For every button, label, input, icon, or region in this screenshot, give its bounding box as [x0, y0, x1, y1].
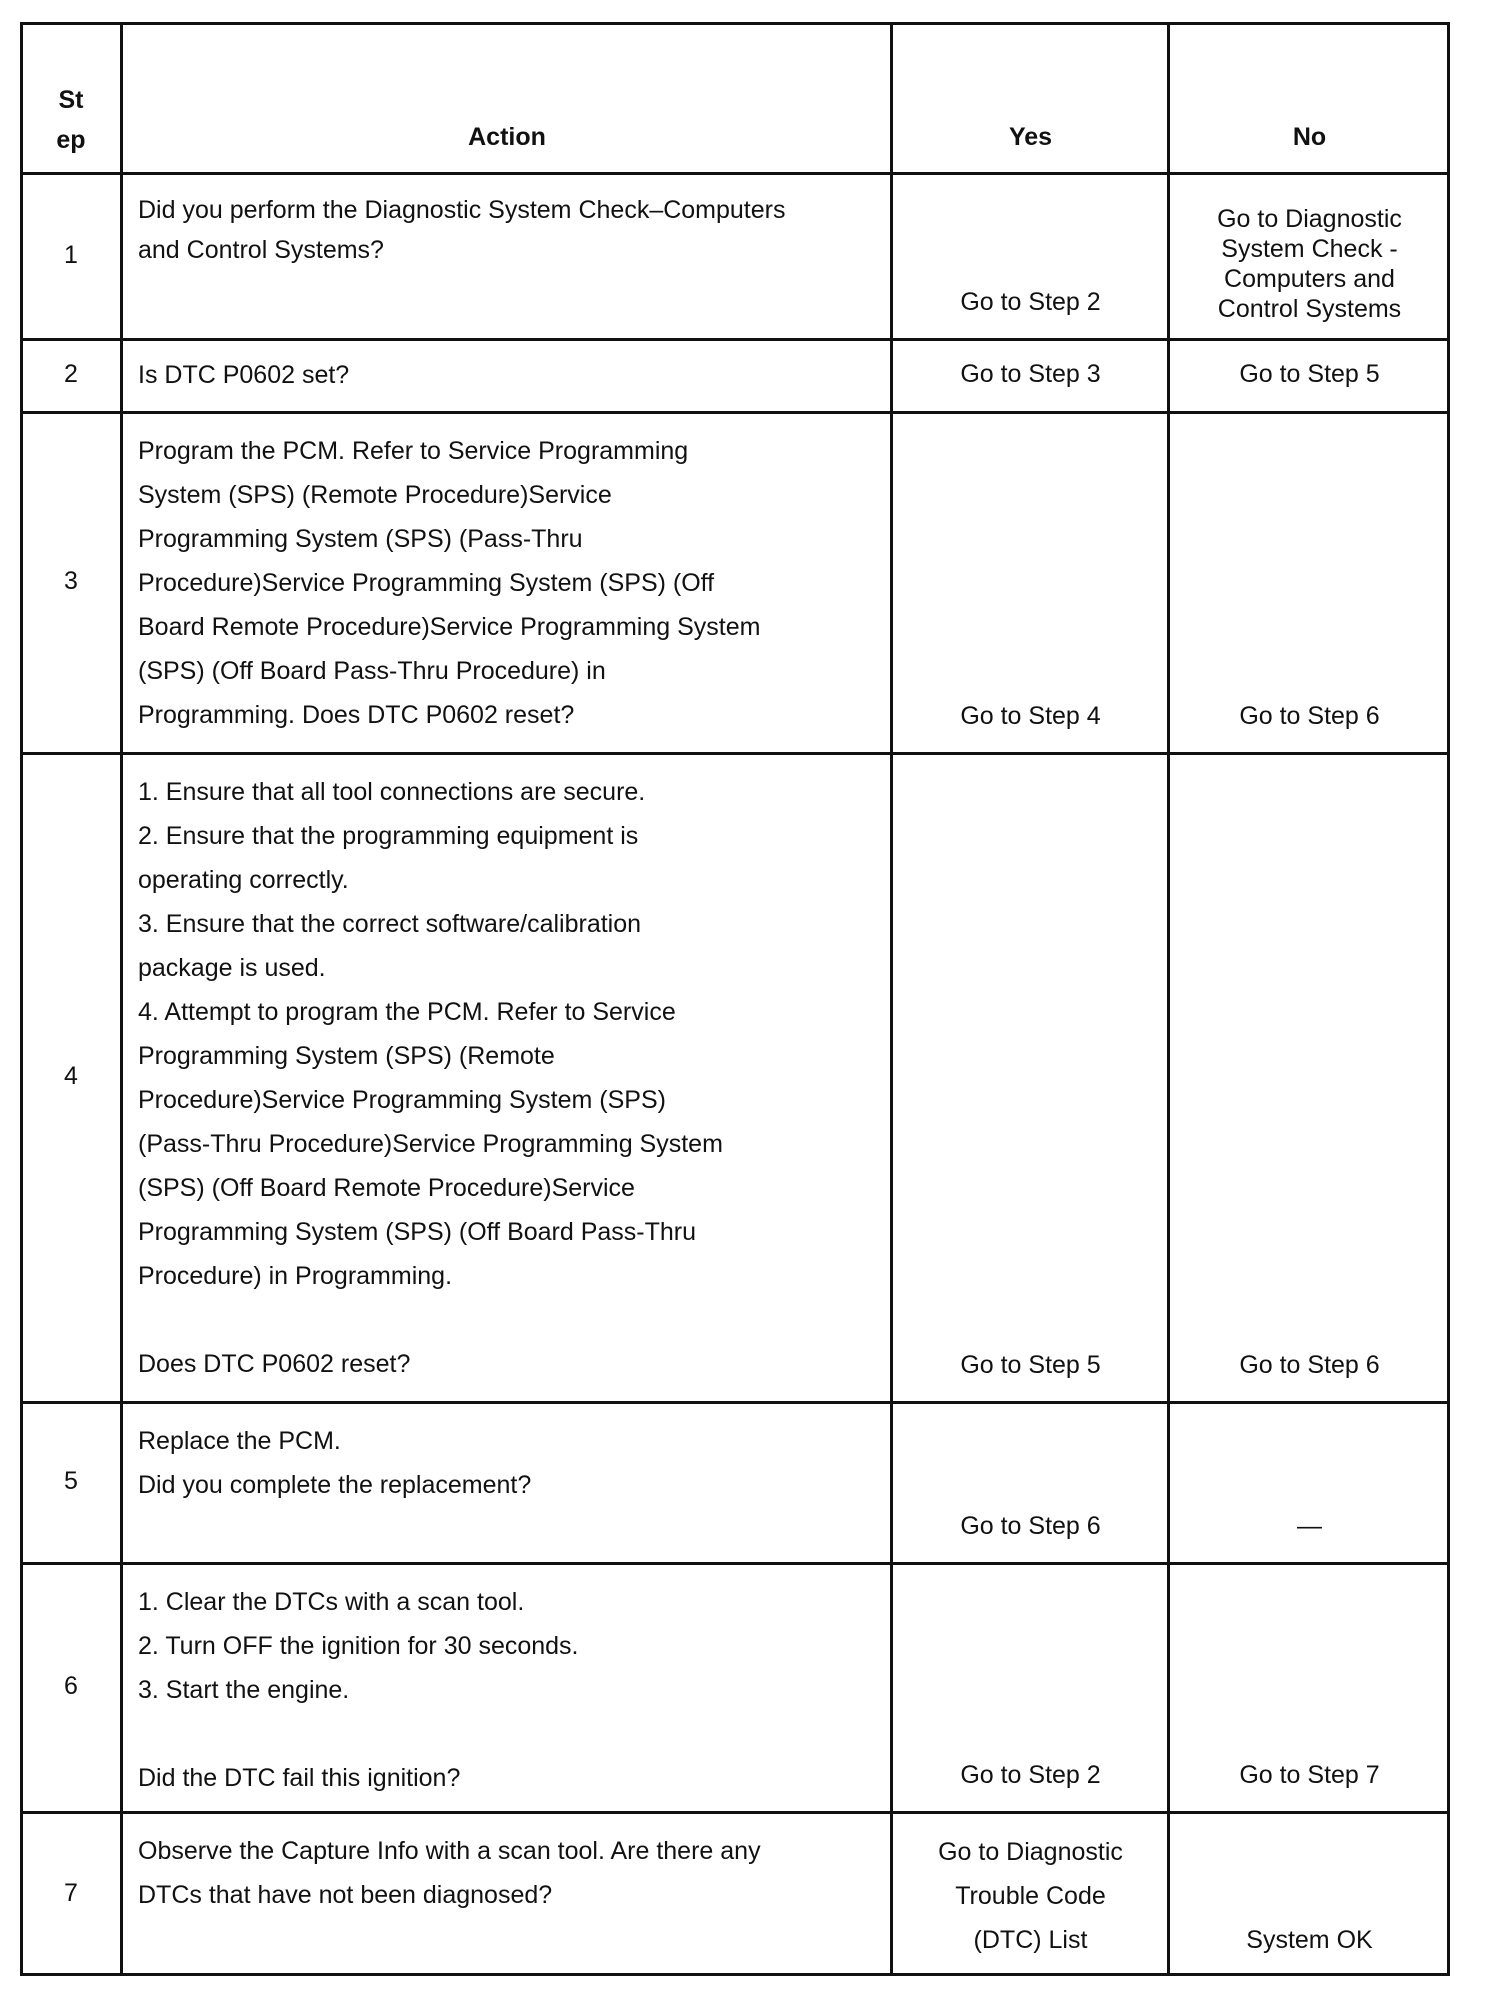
no-result-line: Computers and [1224, 265, 1395, 293]
grid-horizontal-line [20, 1811, 1450, 1814]
yes-result-line: Go to Step 3 [960, 360, 1101, 388]
no-result-line: Go to Step 5 [1239, 360, 1380, 388]
action-line: and Control Systems? [138, 236, 384, 264]
table-grid [20, 22, 1450, 1976]
action-line: Did the DTC fail this ignition? [138, 1764, 461, 1792]
action-line: 2. Turn OFF the ignition for 30 seconds. [138, 1632, 579, 1660]
grid-vertical-line [20, 22, 23, 1976]
action-line: 1. Clear the DTCs with a scan tool. [138, 1588, 525, 1616]
grid-horizontal-line [20, 752, 1450, 755]
header-action: Action [468, 123, 546, 151]
grid-horizontal-line [20, 1973, 1450, 1976]
action-line: Replace the PCM. [138, 1427, 341, 1455]
action-line: Programming System (SPS) (Pass-Thru [138, 525, 583, 553]
action-line: 4. Attempt to program the PCM. Refer to Service [138, 998, 676, 1026]
action-line: 3. Ensure that the correct software/calibration [138, 910, 642, 938]
step-number: 5 [64, 1467, 78, 1495]
action-line: System (SPS) (Remote Procedure)Service [138, 481, 612, 509]
action-line: Is DTC P0602 set? [138, 360, 350, 389]
action-line: Did you complete the replacement? [138, 1471, 532, 1499]
action-line: Programming System (SPS) (Off Board Pass-Thru [138, 1218, 697, 1246]
action-line: Procedure)Service Programming System (SPS) [138, 1086, 666, 1114]
action-line: operating correctly. [138, 866, 349, 894]
action-line: Programming System (SPS) (Remote [138, 1042, 555, 1070]
grid-vertical-line [890, 22, 893, 1976]
grid-horizontal-line [20, 172, 1450, 175]
action-line: Does DTC P0602 reset? [138, 1350, 411, 1378]
step-number: 7 [64, 1879, 78, 1907]
action-line: (SPS) (Off Board Pass-Thru Procedure) in [138, 657, 606, 685]
yes-result-line: Trouble Code [955, 1882, 1106, 1910]
action-line: Procedure) in Programming. [138, 1262, 453, 1290]
yes-result-line: Go to Diagnostic [938, 1838, 1123, 1866]
header-step-line1: St [58, 86, 84, 114]
no-result-line: — [1297, 1512, 1322, 1540]
action-line: (Pass-Thru Procedure)Service Programming System [138, 1130, 723, 1158]
step-number: 6 [64, 1672, 78, 1700]
action-line: 3. Start the engine. [138, 1676, 350, 1704]
action-line: 2. Ensure that the programming equipment is [138, 822, 639, 850]
no-result-line: Control Systems [1217, 295, 1402, 323]
header-no: No [1292, 123, 1327, 151]
step-number: 1 [64, 240, 78, 269]
action-line: Program the PCM. Refer to Service Programming [138, 437, 689, 465]
no-result-line: Go to Step 6 [1239, 1351, 1380, 1379]
yes-result-line: (DTC) List [973, 1926, 1088, 1954]
grid-vertical-line [120, 22, 123, 1976]
action-line: Procedure)Service Programming System (SPS) (Off [138, 569, 715, 597]
step-number: 4 [64, 1062, 78, 1090]
no-result-line: Go to Step 6 [1239, 702, 1380, 730]
no-result-line: Go to Step 7 [1239, 1761, 1380, 1789]
grid-horizontal-line [20, 411, 1450, 414]
action-line: Programming. Does DTC P0602 reset? [138, 701, 575, 729]
grid-vertical-line [1447, 22, 1450, 1976]
action-line: 1. Ensure that all tool connections are secure. [138, 778, 646, 806]
no-result-line: Go to Diagnostic [1217, 205, 1402, 233]
header-step-line2: ep [56, 126, 86, 154]
action-line: Board Remote Procedure)Service Programming System [138, 613, 761, 641]
no-result-line: System OK [1246, 1926, 1373, 1954]
header-yes: Yes [1008, 123, 1053, 151]
no-result-line: System Check - [1221, 235, 1398, 263]
yes-result-line: Go to Step 2 [960, 1761, 1101, 1789]
grid-vertical-line [1167, 22, 1170, 1976]
step-number: 2 [64, 360, 78, 388]
action-line: DTCs that have not been diagnosed? [138, 1881, 553, 1909]
yes-result-line: Go to Step 5 [960, 1351, 1101, 1379]
diagnostic-table [20, 22, 1450, 1976]
action-line: (SPS) (Off Board Remote Procedure)Service [138, 1174, 635, 1202]
yes-result-line: Go to Step 4 [960, 702, 1101, 730]
yes-result-line: Go to Step 2 [960, 288, 1101, 316]
yes-result-line: Go to Step 6 [960, 1512, 1101, 1540]
action-line: Did you perform the Diagnostic System Check–Computers [138, 196, 786, 224]
action-line: package is used. [138, 954, 326, 982]
step-number: 3 [64, 567, 78, 595]
grid-horizontal-line [20, 338, 1450, 341]
grid-horizontal-line [20, 1401, 1450, 1404]
grid-horizontal-line [20, 1562, 1450, 1565]
action-line: Observe the Capture Info with a scan tool. Are there any [138, 1837, 761, 1865]
grid-horizontal-line [20, 22, 1450, 25]
